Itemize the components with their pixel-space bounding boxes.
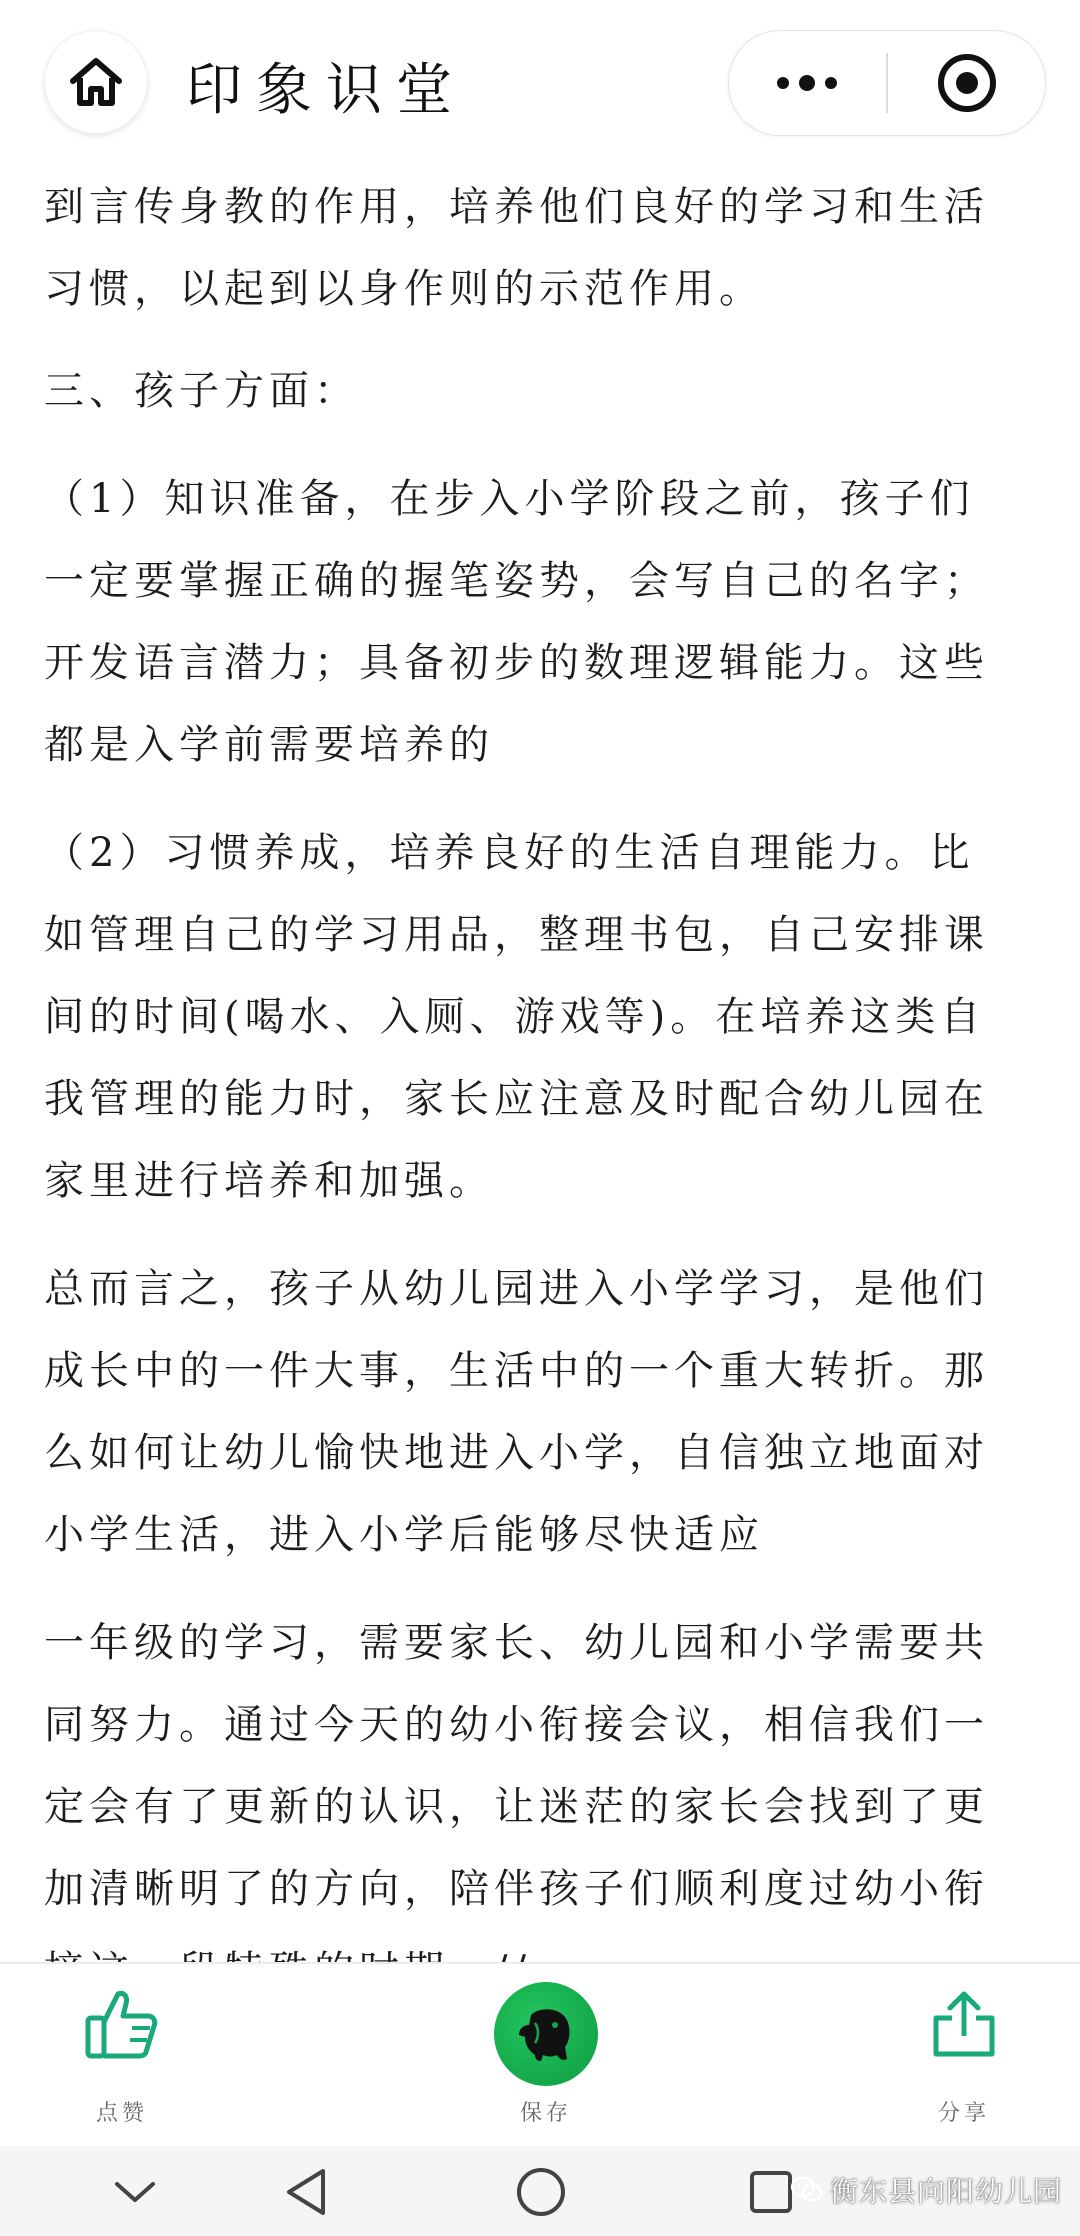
save-circle	[494, 1982, 598, 2086]
watermark	[790, 2166, 1062, 2214]
text-line: 都是入学前需要培养的	[44, 722, 494, 768]
close-mini-program-button[interactable]	[889, 31, 1045, 135]
text-line: 家里进行培养和加强。	[44, 1158, 494, 1204]
paragraph	[44, 166, 1044, 330]
text-line: （2）习惯养成，培养良好的生活自理能力。比	[44, 830, 975, 876]
text-line: 成长中的一件大事，生活中的一个重大转折。那	[44, 1348, 989, 1394]
wechat-logo-icon	[790, 2175, 824, 2205]
more-dots-icon	[774, 73, 840, 93]
action-bar	[0, 1962, 1080, 2148]
text-line: 加清晰明了的方向，陪伴孩子们顺利度过幼小衔	[44, 1866, 989, 1912]
page-title: 印象识堂	[186, 58, 466, 123]
text-line: 开发语言潜力；具备初步的数理逻辑能力。这些	[44, 640, 989, 686]
mini-program-capsule	[728, 30, 1046, 136]
back-button[interactable]	[262, 2156, 352, 2228]
text-line: （1）知识准备，在步入小学阶段之前，孩子们	[44, 476, 975, 522]
text-line: 么如何让幼儿愉快地进入小学，自信独立地面对	[44, 1430, 989, 1476]
share-icon	[930, 1990, 998, 2060]
section-heading	[44, 350, 1044, 432]
paragraph	[44, 1602, 1044, 2012]
like-label: 点赞	[95, 2101, 148, 2126]
share-button[interactable]	[864, 1964, 1064, 2148]
text-line: 我管理的能力时，家长应注意及时配合幼儿园在	[44, 1076, 989, 1122]
save-label: 保存	[519, 2101, 572, 2126]
text-line: 习惯，以起到以身作则的示范作用。	[44, 266, 764, 312]
text-line: 同努力。通过今天的幼小衔接会议，相信我们一	[44, 1702, 989, 1748]
more-button[interactable]	[729, 31, 885, 135]
text-line: 间的时间(喝水、入厕、游戏等)。在培养这类自	[44, 994, 986, 1040]
share-label: 分享	[937, 2101, 990, 2126]
paragraph	[44, 812, 1044, 1222]
text-line: 总而言之，孩子从幼儿园进入小学学习，是他们	[44, 1266, 989, 1312]
recents-square-icon	[748, 2169, 794, 2215]
text-line: 三、孩子方面：	[44, 368, 359, 414]
save-button[interactable]	[446, 1964, 646, 2148]
home-icon	[69, 57, 123, 107]
paragraph	[44, 458, 1044, 786]
record-target-icon	[936, 52, 998, 114]
capsule-divider	[886, 53, 888, 113]
home-nav-button[interactable]	[496, 2156, 586, 2228]
watermark-text: 衡东县向阳幼儿园	[830, 2175, 1063, 2208]
like-button[interactable]	[22, 1964, 222, 2148]
paragraph	[44, 1248, 1044, 1576]
chevron-down-icon	[113, 2178, 157, 2206]
text-line: 小学生活，进入小学后能够尽快适应	[44, 1512, 764, 1558]
home-circle-icon	[515, 2166, 567, 2218]
hide-keyboard-button[interactable]	[90, 2156, 180, 2228]
top-bar	[0, 0, 1080, 160]
text-line: 如管理自己的学习用品，整理书包，自己安排课	[44, 912, 989, 958]
text-line: 一年级的学习，需要家长、幼儿园和小学需要共	[44, 1620, 989, 1666]
elephant-logo-icon	[513, 2001, 579, 2067]
back-triangle-icon	[283, 2167, 331, 2217]
text-line: 定会有了更新的认识，让迷茫的家长会找到了更	[44, 1784, 989, 1830]
text-line: 一定要掌握正确的握笔姿势，会写自己的名字；	[44, 558, 989, 604]
text-line: 到言传身教的作用，培养他们良好的学习和生活	[44, 184, 989, 230]
article-body	[44, 160, 1044, 1960]
thumbs-up-icon	[84, 1986, 160, 2062]
home-button[interactable]	[44, 30, 148, 134]
